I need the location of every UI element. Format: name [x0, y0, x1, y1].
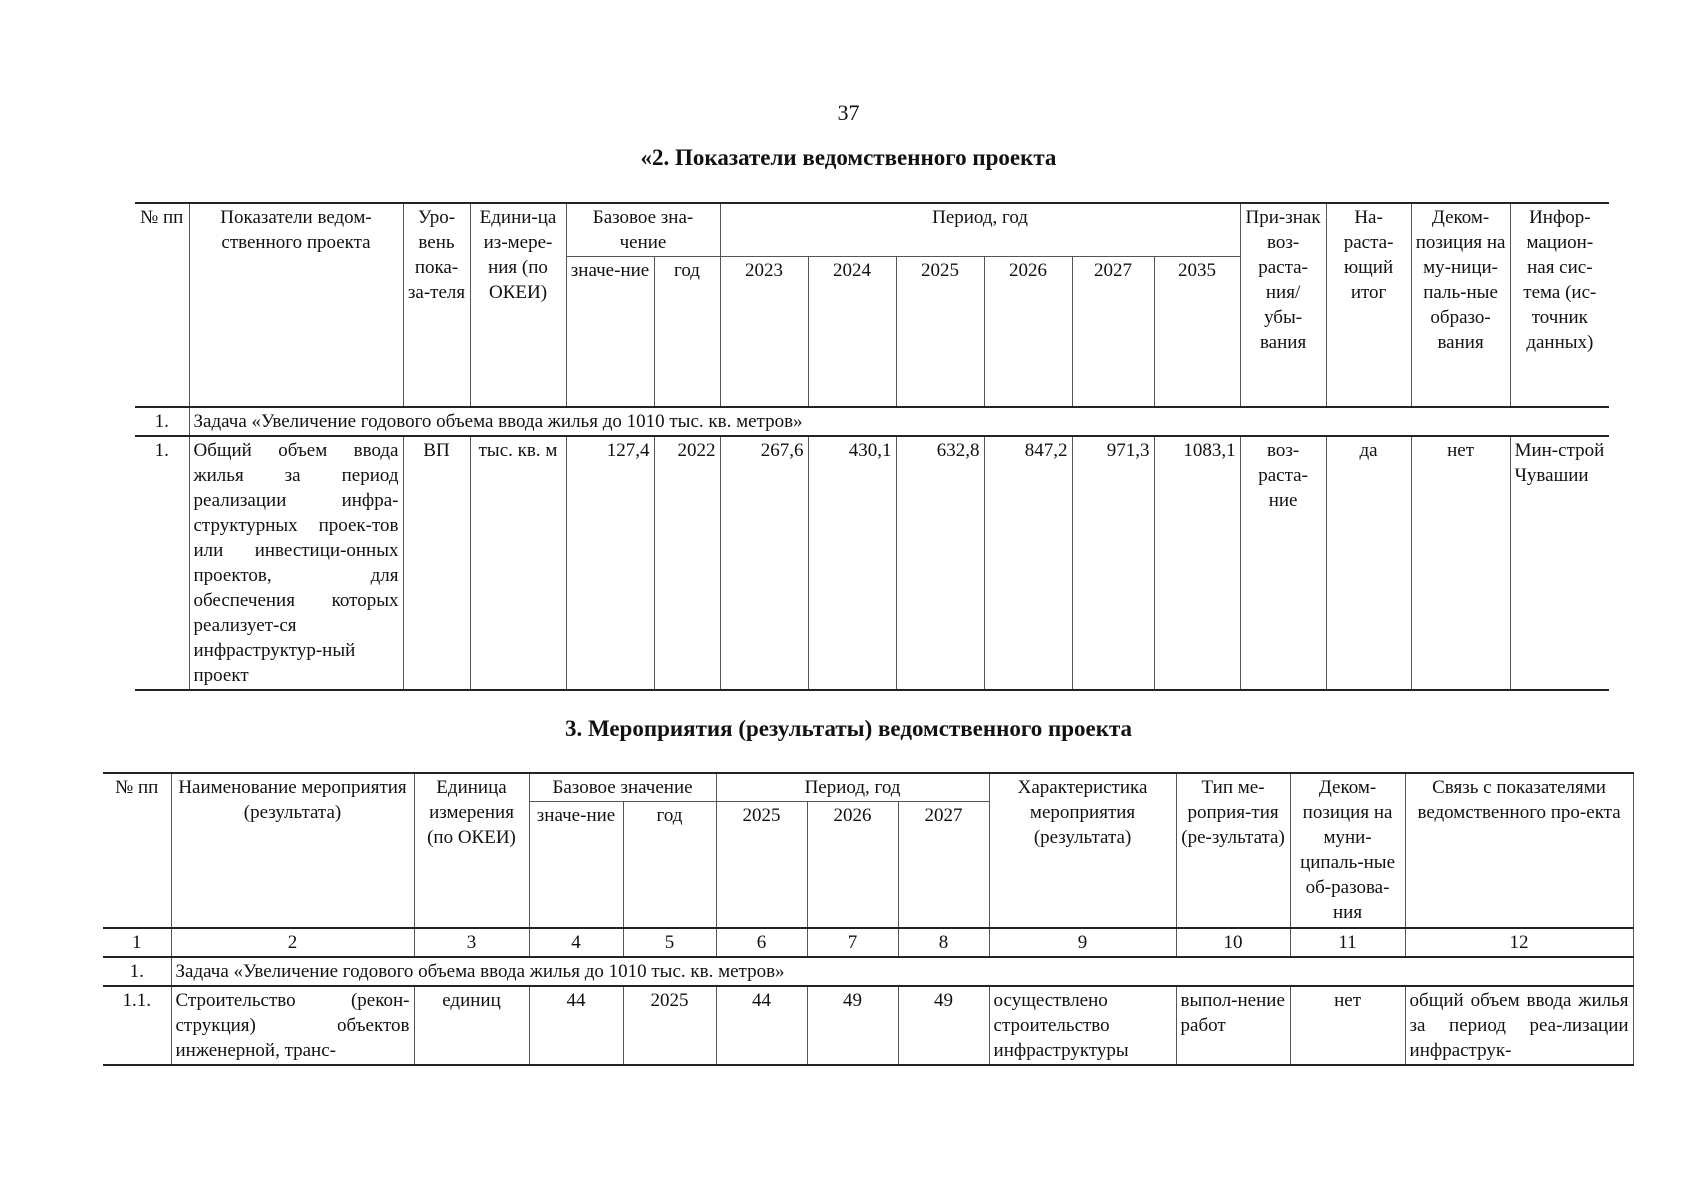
row-value: 267,6 [720, 436, 808, 690]
column-number: 9 [989, 928, 1176, 957]
table2-header-row-1 [103, 773, 1633, 802]
row-indicator: Общий объем ввода жилья за период реализации инфра-структурных проек-тов или инвестици-онных проектов, для обеспечения которых реализует-ся инфраструктур-ный проект [189, 436, 403, 690]
task-text: Задача «Увеличение годового объема ввода жилья до 1010 тыс. кв. метров» [189, 407, 1609, 436]
row-info-system: Мин-строй Чувашии [1510, 436, 1609, 690]
task-text: Задача «Увеличение годового объема ввода жилья до 1010 тыс. кв. метров» [171, 957, 1633, 986]
column-numbers-row [103, 928, 1633, 957]
header-cumulative: На-раста-ющий итог [1326, 203, 1411, 407]
header-period: Период, год [716, 773, 989, 802]
header-base-year: год [623, 802, 716, 928]
row-type: выпол-нение работ [1176, 986, 1290, 1065]
task-num: 1. [103, 957, 171, 986]
row-link: общий объем ввода жилья за период реа-лизации инфраструк- [1405, 986, 1633, 1065]
activities-table [103, 772, 1634, 1066]
row-name: Строительство (рекон-струкция) объектов инженерной, транс- [171, 986, 414, 1065]
header-sign: При-знак воз-раста-ния/ убы-вания [1240, 203, 1326, 407]
row-num: 1.1. [103, 986, 171, 1065]
row-value: 49 [807, 986, 898, 1065]
column-number: 11 [1290, 928, 1405, 957]
header-decomposition: Деком-позиция на муни-ципаль-ные об-разова-ния [1290, 773, 1405, 928]
row-value: 847,2 [984, 436, 1072, 690]
header-base: Базовое зна-чение [566, 203, 720, 257]
table1-header-row-1 [135, 203, 1609, 257]
column-number: 2 [171, 928, 414, 957]
header-year: 2027 [1072, 257, 1154, 407]
header-type: Тип ме-роприя-тия (ре-зультата) [1176, 773, 1290, 928]
header-year: 2026 [807, 802, 898, 928]
row-value: 44 [716, 986, 807, 1065]
header-name: Наименование мероприятия (результата) [171, 773, 414, 928]
column-number: 1 [103, 928, 171, 957]
row-value: 430,1 [808, 436, 896, 690]
column-number: 3 [414, 928, 529, 957]
table-row [135, 436, 1609, 690]
section-3-title: 3. Мероприятия (результаты) ведомственного проекта [564, 716, 1133, 741]
row-unit: единиц [414, 986, 529, 1065]
column-number: 6 [716, 928, 807, 957]
task-row [103, 957, 1633, 986]
table-row [103, 986, 1633, 1065]
column-number: 4 [529, 928, 623, 957]
header-decomposition: Деком-позиция на му-ници-паль-ные образо-вания [1411, 203, 1510, 407]
page-number: 37 [837, 100, 860, 125]
row-decomposition: нет [1290, 986, 1405, 1065]
column-number: 12 [1405, 928, 1633, 957]
section-2-title: «2. Показатели ведомственного проекта [640, 145, 1057, 170]
header-base-year: год [654, 257, 720, 407]
header-year: 2025 [716, 802, 807, 928]
task-row [135, 407, 1609, 436]
column-number: 7 [807, 928, 898, 957]
header-period: Период, год [720, 203, 1240, 257]
header-base-value: значе-ние [566, 257, 654, 407]
header-num: № пп [103, 773, 171, 928]
header-unit: Единица измерения (по ОКЕИ) [414, 773, 529, 928]
header-info-system: Инфор-мацион-ная сис-тема (ис-точник данных) [1510, 203, 1609, 407]
row-unit: тыс. кв. м [470, 436, 566, 690]
header-year: 2025 [896, 257, 984, 407]
header-num: № пп [135, 203, 189, 407]
row-base-year: 2025 [623, 986, 716, 1065]
row-value: 49 [898, 986, 989, 1065]
header-base: Базовое значение [529, 773, 716, 802]
row-value: 971,3 [1072, 436, 1154, 690]
row-sign: воз-раста-ние [1240, 436, 1326, 690]
header-level: Уро-вень пока-за-теля [403, 203, 470, 407]
header-year: 2027 [898, 802, 989, 928]
header-year: 2026 [984, 257, 1072, 407]
header-year: 2023 [720, 257, 808, 407]
indicators-table [135, 202, 1609, 691]
header-year: 2035 [1154, 257, 1240, 407]
row-num: 1. [135, 436, 189, 690]
header-base-value: значе-ние [529, 802, 623, 928]
row-cumulative: да [1326, 436, 1411, 690]
row-characteristic: осуществлено строительство инфраструктуры [989, 986, 1176, 1065]
row-base-value: 127,4 [566, 436, 654, 690]
column-number: 8 [898, 928, 989, 957]
row-base-year: 2022 [654, 436, 720, 690]
header-indicators: Показатели ведом-ственного проекта [189, 203, 403, 407]
row-level: ВП [403, 436, 470, 690]
row-value: 632,8 [896, 436, 984, 690]
header-link: Связь с показателями ведомственного про-екта [1405, 773, 1633, 928]
header-characteristic: Характеристика мероприятия (результата) [989, 773, 1176, 928]
header-unit: Едини-ца из-мере-ния (по ОКЕИ) [470, 203, 566, 407]
column-number: 10 [1176, 928, 1290, 957]
row-base-value: 44 [529, 986, 623, 1065]
column-number: 5 [623, 928, 716, 957]
header-year: 2024 [808, 257, 896, 407]
row-decomposition: нет [1411, 436, 1510, 690]
row-value: 1083,1 [1154, 436, 1240, 690]
task-num: 1. [135, 407, 189, 436]
